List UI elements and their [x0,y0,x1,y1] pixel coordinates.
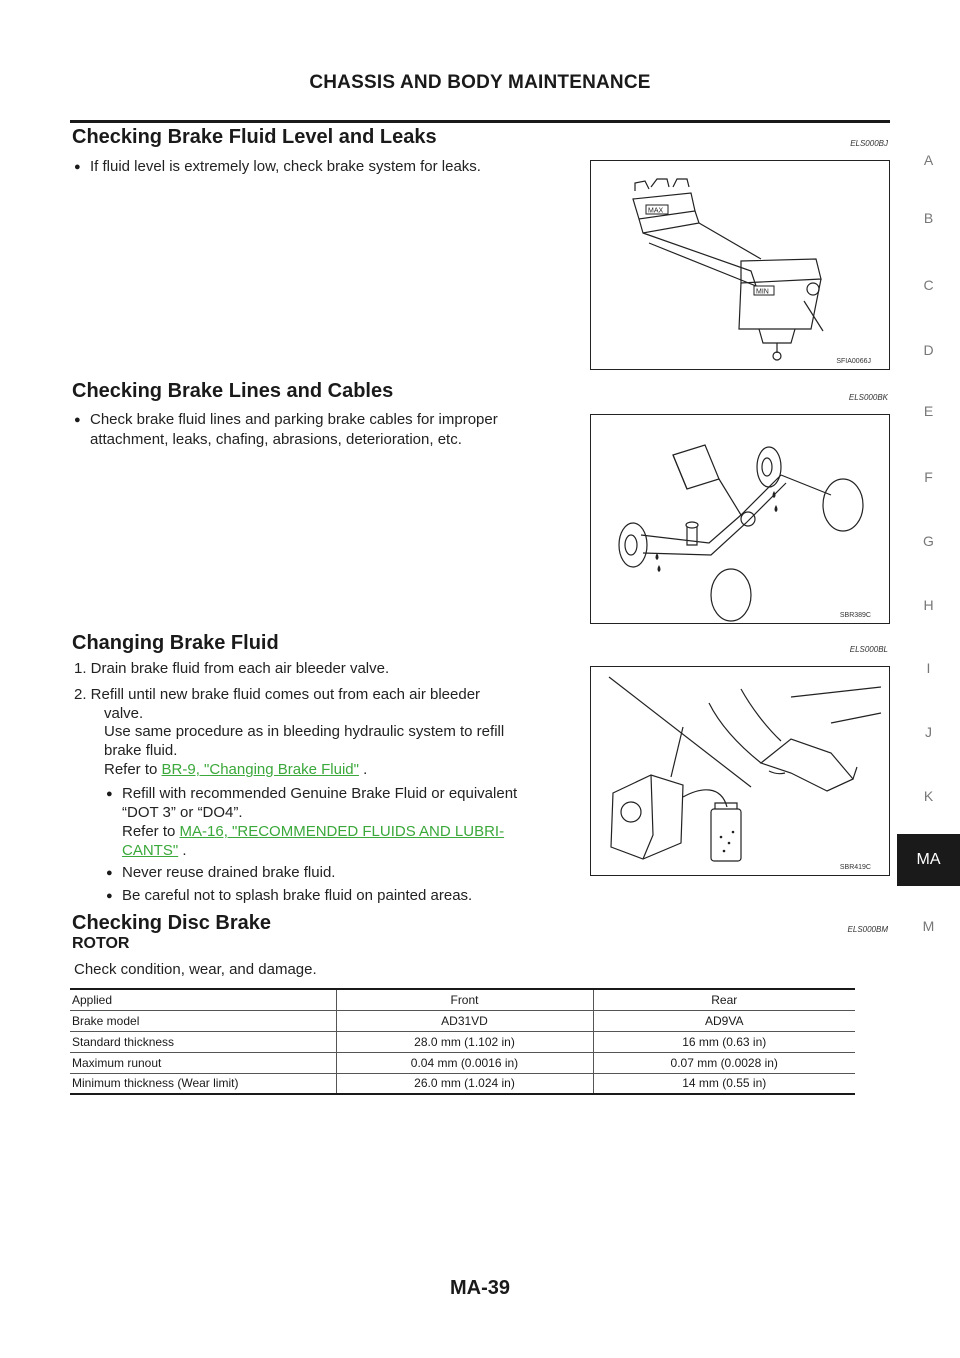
bullet-icon: ● [106,890,113,902]
tab-e[interactable]: E [923,403,934,419]
tab-f[interactable]: F [924,469,933,485]
tab-g[interactable]: G [923,533,934,549]
step-1: 1. Drain brake fluid from each air bleeder valve. [74,660,390,677]
table-header-row [70,989,855,1010]
section-title-fluid-level: Checking Brake Fluid Level and Leaks [72,126,437,148]
tab-c[interactable]: C [923,277,934,293]
brake-reservoir-illustration [591,161,891,371]
rotor-spec-table [70,988,855,1095]
sub-1-refer-cont [122,841,187,860]
section-title-lines-cables: Checking Brake Lines and Cables [72,380,394,402]
figure-code-lines: SBR389C [839,612,871,619]
figure-code-bleeding: SBR419C [839,864,871,871]
step-2-line1: 2. Refill until new brake fluid comes out from each air bleeder [74,686,481,703]
refer-suffix: . [358,761,368,778]
tab-j[interactable]: J [925,724,932,740]
section-code-changing-fluid: ELS000BL [849,645,888,654]
step-2-line4: brake fluid. [104,742,178,759]
table-cell: Brake model [70,1010,336,1031]
max-label: MAX [648,207,664,215]
bullet-text-lines-line1: Check brake fluid lines and parking brake cables for improper [90,411,498,428]
figure-brake-reservoir [590,160,890,370]
table-header-cell: Applied [70,989,336,1010]
table-cell: 26.0 mm (1.024 in) [336,1073,593,1094]
sub-1-refer-prefix: Refer to [122,823,180,840]
section-code-fluid-level: ELS000BJ [850,139,888,148]
bullet-icon: ● [106,867,113,879]
sub-1-line1: Refill with recommended Genuine Brake Fluid or equivalent [122,785,518,802]
refer-prefix: Refer to [104,761,162,778]
page-number: MA-39 [449,1277,510,1299]
bleeding-illustration [591,667,891,877]
step-2-line2: valve. [104,705,144,722]
page-header-title: CHASSIS AND BODY MAINTENANCE [309,72,651,93]
rotor-text: Check condition, wear, and damage. [74,961,317,978]
bullet-icon: ● [106,788,113,800]
bullet-icon: ● [74,161,81,173]
subheading-rotor: ROTOR [72,935,130,952]
brake-lines-illustration [591,415,891,625]
table-row [70,1031,855,1052]
table-cell: Standard thickness [70,1031,336,1052]
table-cell: 0.04 mm (0.0016 in) [336,1052,593,1073]
tab-k[interactable]: K [923,788,934,804]
bullet-text-fluid-level: If fluid level is extremely low, check brake system for leaks. [90,158,481,175]
table-cell: AD9VA [593,1010,855,1031]
sub-1-line2: “DOT 3” or “DO4”. [122,804,243,821]
tab-i[interactable]: I [926,660,931,676]
sub-1-refer [122,822,504,841]
tab-h[interactable]: H [923,597,934,613]
tab-d[interactable]: D [923,342,934,358]
section-code-disc-brake: ELS000BM [847,925,888,934]
table-row [70,1073,855,1094]
table-cell: AD31VD [336,1010,593,1031]
table-header-cell: Front [336,989,593,1010]
sub-2: Never reuse drained brake fluid. [122,864,336,881]
bullet-text-lines-line2: attachment, leaks, chafing, abrasions, deterioration, etc. [90,431,462,448]
table-cell: 28.0 mm (1.102 in) [336,1031,593,1052]
step-2-line3: Use same procedure as in bleeding hydraulic system to refill [104,723,505,740]
tab-m[interactable]: M [922,918,935,934]
tab-b[interactable]: B [923,210,934,226]
figure-bleeding [590,666,890,876]
section-code-lines-cables: ELS000BK [848,393,888,402]
table-row [70,1010,855,1031]
refer-line [104,760,367,779]
table-header-cell: Rear [593,989,855,1010]
min-label: MIN [756,288,769,296]
link-br-9[interactable]: BR-9, "Changing Brake Fluid" [161,761,359,778]
table-cell: Maximum runout [70,1052,336,1073]
table-cell: 14 mm (0.55 in) [593,1073,855,1094]
tab-a[interactable]: A [923,152,934,168]
link-ma-16-line1[interactable]: MA-16, "RECOMMENDED FLUIDS AND LUBRI- [179,823,505,840]
section-title-changing-fluid: Changing Brake Fluid [72,632,279,654]
sub-3: Be careful not to splash brake fluid on painted areas. [122,887,473,904]
sub-1-refer-suffix: . [178,842,187,859]
header-rule [70,120,890,123]
table-cell: 0.07 mm (0.0028 in) [593,1052,855,1073]
figure-code-reservoir: SFIA0066J [836,358,871,365]
table-cell: 16 mm (0.63 in) [593,1031,855,1052]
link-ma-16-line2[interactable]: CANTS" [122,842,179,859]
figure-brake-lines [590,414,890,624]
table-row [70,1052,855,1073]
tab-ma-active[interactable]: MA [897,834,960,886]
table-cell: Minimum thickness (Wear limit) [70,1073,336,1094]
bullet-icon: ● [74,414,81,426]
section-title-disc-brake: Checking Disc Brake [72,912,271,934]
